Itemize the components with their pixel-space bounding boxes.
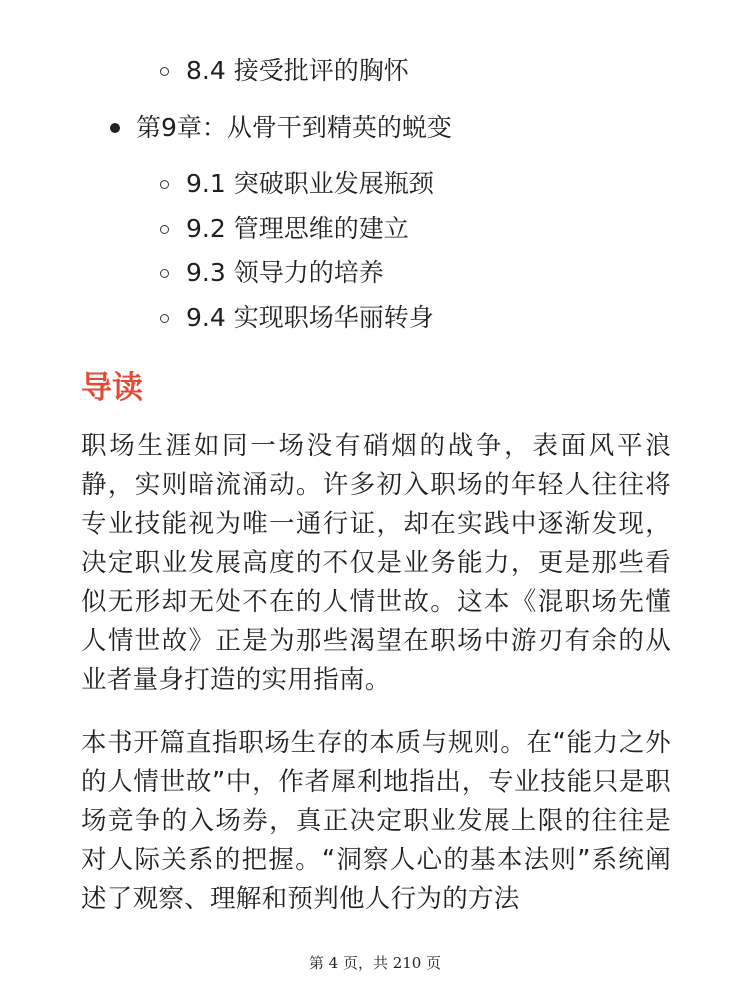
toc-item-label: 8.4 接受批评的胸怀 [186, 56, 409, 85]
toc-chapter-9[interactable] [110, 108, 452, 148]
body-paragraph-2: 本书开篇直指职场生存的本质与规则。在“能力之外的人情世故”中，作者犀利地指出，专业技能只是职场竞争的入场券，真正决定职业发展上限的往往是对人际关系的把握。“洞察人心的基本法则”系统阐述了观察、理解和预判他人行为的方法 [81, 728, 671, 914]
page-number-footer: 第 4 页，共 210 页 [308, 954, 442, 972]
section-heading: 导读 [81, 370, 143, 406]
toc-item-label: 9.4 实现职场华丽转身 [186, 303, 434, 332]
toc-item-label: 9.3 领导力的培养 [186, 258, 384, 287]
toc-item-9-3[interactable] [160, 253, 384, 293]
circle-bullet-icon [160, 225, 169, 234]
toc-item-label: 9.2 管理思维的建立 [186, 214, 409, 243]
toc-item-label: 9.1 突破职业发展瓶颈 [186, 169, 434, 198]
toc-chapter-label: 第9章：从骨干到精英的蜕变 [136, 113, 452, 142]
toc-item-8-4[interactable] [160, 51, 409, 91]
disc-bullet-icon [110, 123, 120, 133]
toc-item-9-1[interactable] [160, 164, 434, 204]
toc-item-9-4[interactable] [160, 298, 434, 338]
circle-bullet-icon [160, 180, 169, 189]
circle-bullet-icon [160, 269, 169, 278]
toc-item-9-2[interactable] [160, 209, 409, 249]
body-paragraph-1: 职场生涯如同一场没有硝烟的战争，表面风平浪静，实则暗流涌动。许多初入职场的年轻人往往将专业技能视为唯一通行证，却在实践中逐渐发现，决定职业发展高度的不仅是业务能力，更是那些看似无形却无处不在的人情世故。这本《混职场先懂人情世故》正是为那些渴望在职场中游刃有余的从业者量身打造的实用指南。 [81, 431, 671, 695]
circle-bullet-icon [160, 314, 169, 323]
circle-bullet-icon [160, 67, 169, 76]
